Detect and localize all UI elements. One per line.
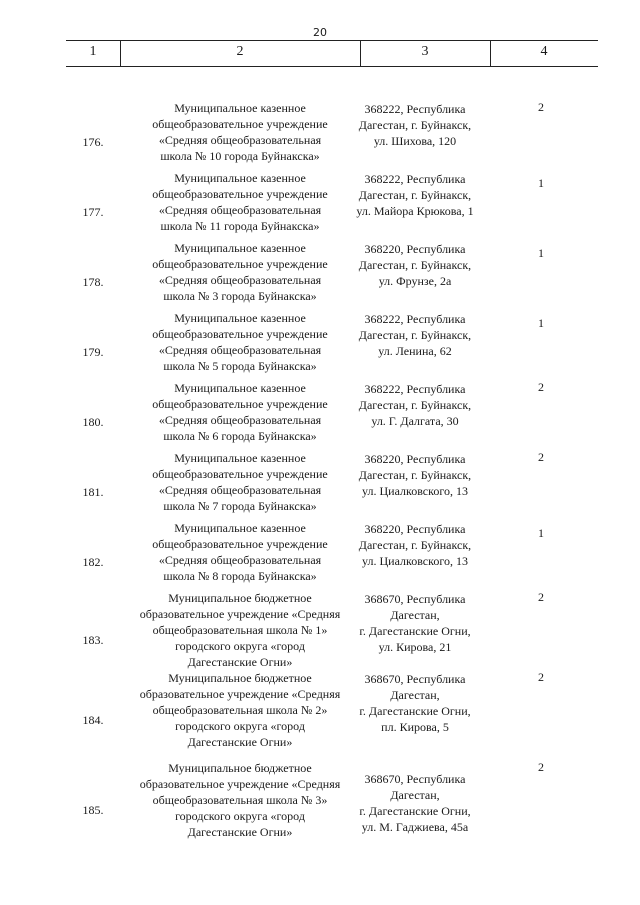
address-line: Дагестан, г. Буйнакск, (358, 118, 472, 132)
table-header (66, 40, 598, 67)
institution-name-line: общеобразовательная школа № 2» (152, 703, 328, 717)
count-value: 1 (538, 526, 544, 540)
row-number: 183. (82, 633, 104, 647)
address-line: 368220, Республика (364, 452, 466, 466)
institution-name-line: городского округа «город (175, 719, 305, 733)
institution-name-line: Муниципальное бюджетное (168, 761, 312, 775)
institution-name (120, 170, 360, 234)
institution-name-line: общеобразовательное учреждение (152, 397, 328, 411)
institution-name-line: Муниципальное казенное (174, 171, 306, 185)
count-value: 1 (538, 176, 544, 190)
institution-address (350, 241, 480, 289)
institution-name-line: Муниципальное казенное (174, 241, 306, 255)
row-number: 176. (82, 135, 104, 149)
institution-name-line: Муниципальное казенное (174, 381, 306, 395)
address-line: ул. Циалковского, 13 (362, 554, 468, 568)
address-line: Дагестан, г. Буйнакск, (358, 328, 472, 342)
address-line: ул. Ленина, 62 (378, 344, 452, 358)
institution-name-line: общеобразовательная школа № 1» (152, 623, 328, 637)
institution-name (120, 670, 360, 750)
institution-name-line: школа № 8 города Буйнакска» (163, 569, 317, 583)
institution-name-line: Муниципальное казенное (174, 451, 306, 465)
institution-name-line: школа № 3 города Буйнакска» (163, 289, 317, 303)
count-value: 1 (538, 246, 544, 260)
address-line: Дагестан, (390, 608, 440, 622)
header-col-1: 1 (89, 44, 97, 59)
row-number: 182. (82, 555, 104, 569)
institution-name (120, 520, 360, 584)
address-line: 368220, Республика (364, 242, 466, 256)
address-line: Дагестан, г. Буйнакск, (358, 538, 472, 552)
institution-address (350, 451, 480, 499)
address-line: ул. Майора Крюкова, 1 (356, 204, 474, 218)
institution-name-line: «Средняя общеобразовательная (158, 343, 322, 357)
institution-name-line: Муниципальное казенное (174, 521, 306, 535)
address-line: ул. М. Гаджиева, 45а (361, 820, 469, 834)
row-number: 180. (82, 415, 104, 429)
institution-name-line: «Средняя общеобразовательная (158, 273, 322, 287)
institution-name-line: городского округа «город (175, 639, 305, 653)
institution-name-line: Муниципальное бюджетное (168, 671, 312, 685)
address-line: Дагестан, г. Буйнакск, (358, 398, 472, 412)
address-line: ул. Кирова, 21 (378, 640, 452, 654)
institution-name-line: Муниципальное бюджетное (168, 591, 312, 605)
institution-name-line: школа № 5 города Буйнакска» (163, 359, 317, 373)
institution-name-line: образовательное учреждение «Средняя (139, 687, 341, 701)
institution-name-line: Муниципальное казенное (174, 101, 306, 115)
address-line: Дагестан, г. Буйнакск, (358, 258, 472, 272)
institution-name (120, 450, 360, 514)
institution-name (120, 240, 360, 304)
row-number: 181. (82, 485, 104, 499)
institution-name-line: «Средняя общеобразовательная (158, 483, 322, 497)
address-line: ул. Циалковского, 13 (362, 484, 468, 498)
institution-name-line: «Средняя общеобразовательная (158, 553, 322, 567)
institution-name-line: городского округа «город (175, 809, 305, 823)
address-line: 368670, Республика (364, 672, 466, 686)
address-line: 368222, Республика (364, 382, 466, 396)
institution-name-line: общеобразовательное учреждение (152, 537, 328, 551)
row-number: 184. (82, 713, 104, 727)
institution-address (350, 521, 480, 569)
institution-name-line: школа № 7 города Буйнакска» (163, 499, 317, 513)
institution-name-line: общеобразовательное учреждение (152, 467, 328, 481)
institution-name (120, 760, 360, 840)
address-line: Дагестан, (390, 788, 440, 802)
institution-address (350, 101, 480, 149)
count-value: 1 (538, 316, 544, 330)
institution-name-line: школа № 6 города Буйнакска» (163, 429, 317, 443)
institution-name-line: общеобразовательное учреждение (152, 257, 328, 271)
header-col-3: 3 (421, 44, 429, 59)
institution-name-line: Муниципальное казенное (174, 311, 306, 325)
address-line: Дагестан, (390, 688, 440, 702)
institution-name-line: образовательное учреждение «Средняя (139, 607, 341, 621)
row-number: 177. (82, 205, 104, 219)
count-value: 2 (538, 100, 544, 114)
institutions-table (66, 40, 598, 839)
address-line: пл. Кирова, 5 (381, 720, 449, 734)
institution-name-line: «Средняя общеобразовательная (158, 133, 322, 147)
address-line: 368670, Республика (364, 772, 466, 786)
institution-address (350, 171, 480, 219)
address-line: ул. Г. Далгата, 30 (371, 414, 459, 428)
institution-name (120, 310, 360, 374)
header-col-4: 4 (540, 44, 548, 59)
address-line: г. Дагестанские Огни, (359, 704, 471, 718)
institution-name-line: «Средняя общеобразовательная (158, 203, 322, 217)
row-number: 185. (82, 803, 104, 817)
institution-name-line: Дагестанские Огни» (187, 825, 293, 839)
count-value: 2 (538, 450, 544, 464)
institution-address (350, 591, 480, 655)
institution-name-line: Дагестанские Огни» (187, 735, 293, 749)
count-value: 2 (538, 670, 544, 684)
count-value: 2 (538, 590, 544, 604)
address-line: г. Дагестанские Огни, (359, 624, 471, 638)
institution-name-line: общеобразовательное учреждение (152, 327, 328, 341)
institution-name-line: образовательное учреждение «Средняя (139, 777, 341, 791)
page-number: 20 (313, 26, 327, 39)
institution-name-line: общеобразовательное учреждение (152, 117, 328, 131)
institution-name-line: школа № 10 города Буйнакска» (160, 149, 320, 163)
institution-address (350, 671, 480, 735)
institution-name (120, 100, 360, 164)
institution-address (350, 381, 480, 429)
institution-name-line: школа № 11 города Буйнакска» (160, 219, 320, 233)
address-line: 368222, Республика (364, 312, 466, 326)
address-line: Дагестан, г. Буйнакск, (358, 188, 472, 202)
count-value: 2 (538, 380, 544, 394)
institution-name-line: общеобразовательная школа № 3» (152, 793, 328, 807)
row-number: 178. (82, 275, 104, 289)
address-line: 368222, Республика (364, 172, 466, 186)
count-value: 2 (538, 760, 544, 774)
institution-address (350, 771, 480, 835)
institution-name (120, 380, 360, 444)
institution-name-line: «Средняя общеобразовательная (158, 413, 322, 427)
address-line: г. Дагестанские Огни, (359, 804, 471, 818)
address-line: ул. Фрунзе, 2а (378, 274, 452, 288)
address-line: 368670, Республика (364, 592, 466, 606)
address-line: 368220, Республика (364, 522, 466, 536)
institution-name-line: общеобразовательное учреждение (152, 187, 328, 201)
institution-address (350, 311, 480, 359)
address-line: 368222, Республика (364, 102, 466, 116)
row-number: 179. (82, 345, 104, 359)
address-line: ул. Шихова, 120 (373, 134, 457, 148)
header-col-2: 2 (236, 44, 244, 59)
institution-name-line: Дагестанские Огни» (187, 655, 293, 669)
institution-name (120, 590, 360, 670)
address-line: Дагестан, г. Буйнакск, (358, 468, 472, 482)
